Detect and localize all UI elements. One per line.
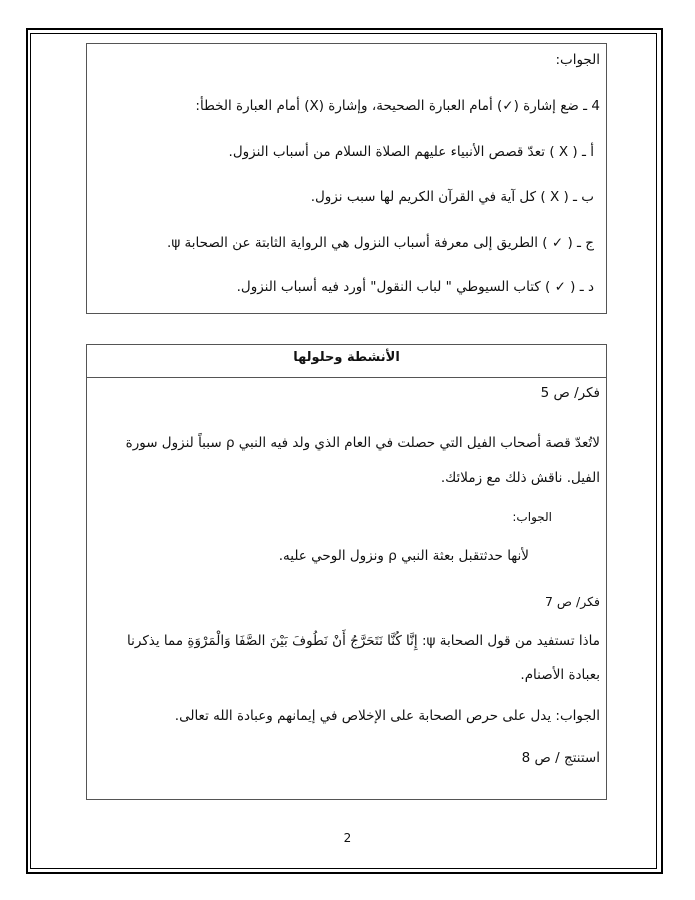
answer-label: الجواب:: [555, 52, 600, 68]
item-a: أ ـ ( X ) تعدّ قصص الأنبياء عليهم الصلاة السلام من أسباب النزول.: [228, 144, 594, 160]
question-4: 4 ـ ضع إشارة (✓) أمام العبارة الصحيحة، وإشارة (X) أمام العبارة الخطأ:: [195, 98, 600, 114]
activities-title: الأنشطة وحلولها: [293, 350, 400, 365]
exercise-box: [86, 43, 607, 314]
page-number: 2: [343, 831, 352, 845]
answer-1-text: لأنها حدثتقبل بعثة النبي ρ ونزول الوحي عليه.: [278, 548, 529, 564]
think-2-text-line1: ماذا تستفيد من قول الصحابة ψ: إِنَّا كُنَّا نَتَحَرَّجُ أَنْ نَطُوفَ بَيْنَ الصَّفَا وَالْمَرْوَةِ مما يذكرنا: [127, 633, 600, 649]
think-1-label: فكر/ ص 5: [540, 385, 600, 401]
item-b: ب ـ ( X ) كل آية في القرآن الكريم لها سبب نزول.: [310, 189, 594, 205]
think-1-text-line1: لاتُعدّ قصة أصحاب الفيل التي حصلت في العام الذي ولد فيه النبي ρ سبباً لنزول سورة: [125, 435, 600, 451]
think-2-label: فكر/ ص 7: [545, 594, 600, 609]
deduce-label: استنتج / ص 8: [521, 750, 600, 766]
answer-2-text: الجواب: يدل على حرص الصحابة على الإخلاص في إيمانهم وعبادة الله تعالى.: [174, 708, 600, 724]
item-d: د ـ ( ✓ ) كتاب السيوطي " لباب النقول" أورد فيه أسباب النزول.: [236, 279, 594, 295]
think-1-text-line2: الفيل. ناقش ذلك مع زملائك.: [440, 470, 600, 486]
answer-1-label: الجواب:: [512, 510, 552, 524]
item-c: ج ـ ( ✓ ) الطريق إلى معرفة أسباب النزول هي الرواية الثابتة عن الصحابة ψ.: [167, 235, 594, 251]
activities-box: [86, 344, 607, 800]
think-2-text-line2: بعبادة الأصنام.: [520, 667, 600, 683]
